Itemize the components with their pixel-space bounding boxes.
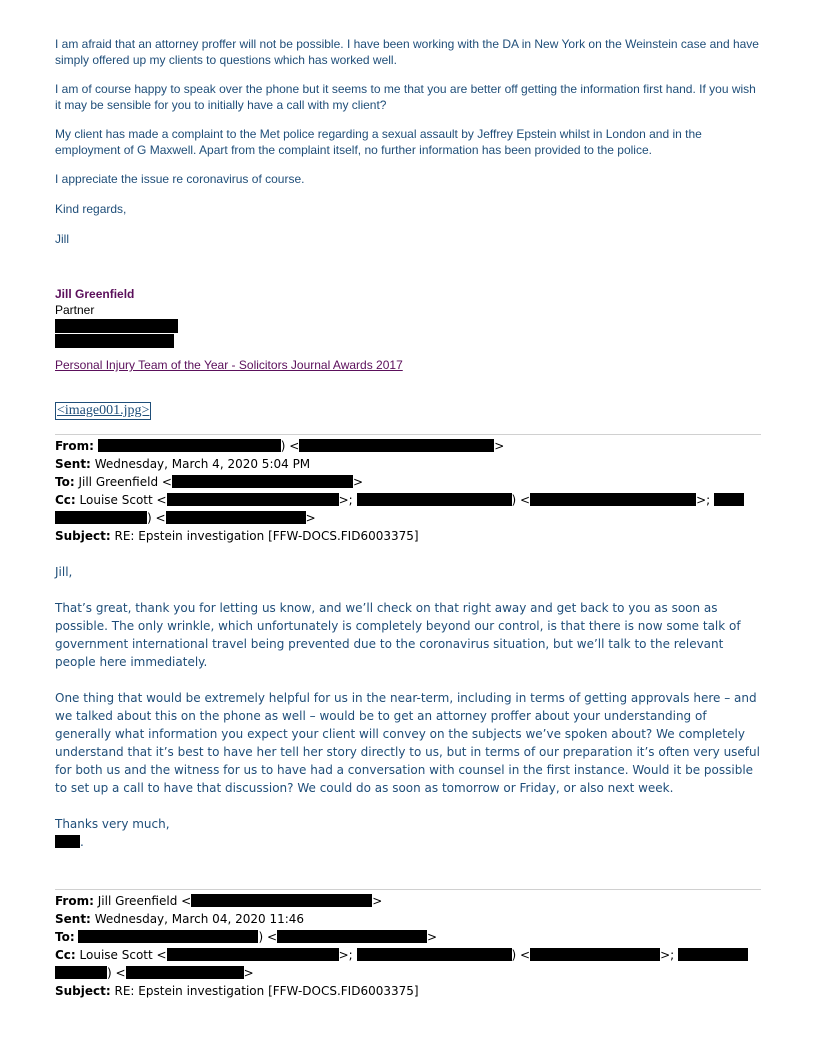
header2 bbox=[55, 892, 761, 1000]
redaction bbox=[172, 475, 353, 488]
redaction bbox=[714, 493, 744, 506]
award-link[interactable]: Personal Injury Team of the Year - Solicitors Journal Awards 2017 bbox=[55, 358, 403, 372]
signature-title: Partner bbox=[55, 303, 95, 317]
email1-signoff: Jill bbox=[55, 232, 69, 246]
redaction bbox=[167, 493, 339, 506]
signature-name: Jill Greenfield bbox=[55, 287, 135, 301]
email1-closing: Kind regards, bbox=[55, 202, 127, 216]
redaction bbox=[530, 948, 660, 961]
header1-divider bbox=[55, 434, 761, 435]
redaction bbox=[357, 493, 512, 506]
header2-from: From: Jill Greenfield < > bbox=[55, 894, 383, 908]
redaction bbox=[357, 948, 512, 961]
redaction bbox=[530, 493, 696, 506]
redaction bbox=[126, 966, 244, 979]
redaction bbox=[277, 930, 427, 943]
header1-subject: Subject: RE: Epstein investigation [FFW-DOCS.FID6003375] bbox=[55, 529, 419, 543]
redaction bbox=[167, 948, 339, 961]
redaction bbox=[166, 511, 306, 524]
redaction bbox=[299, 439, 494, 452]
email1-paragraph-2: I am of course happy to speak over the phone but it seems to me that you are better off getting the information first hand. If you wish it may be sensible for you to initially have a call with my client? bbox=[55, 82, 756, 112]
header1-cc: Cc: Louise Scott < >; ) < >; bbox=[55, 491, 761, 509]
header1-from: From: ) < > bbox=[55, 439, 505, 453]
redaction bbox=[55, 835, 80, 848]
header2-sent: Sent: Wednesday, March 04, 2020 11:46 bbox=[55, 912, 305, 926]
email2-signoff: . bbox=[55, 833, 761, 851]
header2-cc: Cc: Louise Scott < >; ) < >; bbox=[55, 946, 761, 964]
header2-subject: Subject: RE: Epstein investigation [FFW-DOCS.FID6003375] bbox=[55, 984, 419, 998]
header2-cc-cont: ) < > bbox=[55, 964, 761, 982]
signature-image-placeholder[interactable]: <image001.jpg> bbox=[57, 403, 150, 418]
redaction bbox=[55, 511, 147, 524]
header1-to: To: Jill Greenfield < > bbox=[55, 475, 363, 489]
redaction bbox=[191, 894, 372, 907]
redaction bbox=[678, 948, 748, 961]
email2-paragraph-2: One thing that would be extremely helpful for us in the near-term, including in terms of getting approvals here – and we talked about this on the phone as well – would be to get an attorney proffer about your understanding of generally what information you expect your client will convey on the subjects we’ve spoken about? We completely understand that it’s best to have her tell her story directly to us, but in terms of our preparation it’s often very useful for both us and the witness for us to have had a conversation with counsel in the first instance. Would it be possible to set up a call to have that discussion? We could do as soon as tomorrow or Friday, or also next week. bbox=[55, 691, 760, 795]
email2-closing: Thanks very much, bbox=[55, 817, 170, 831]
email1-paragraph-3: My client has made a complaint to the Met police regarding a sexual assault by Jeffrey Epstein whilst in London and in the employment of G Maxwell. Apart from the complaint itself, no further information has been provided to the police. bbox=[55, 127, 702, 157]
redaction bbox=[78, 930, 258, 943]
email1-paragraph-4: I appreciate the issue re coronavirus of course. bbox=[55, 172, 305, 186]
redaction bbox=[55, 966, 107, 979]
header2-divider bbox=[55, 889, 761, 890]
header1-cc-cont: ) < > bbox=[55, 509, 761, 527]
header1-sent: Sent: Wednesday, March 4, 2020 5:04 PM bbox=[55, 457, 311, 471]
header2-to: To: ) < > bbox=[55, 930, 438, 944]
signature-redaction-2 bbox=[55, 333, 761, 351]
header1 bbox=[55, 437, 761, 545]
email1-paragraph-1: I am afraid that an attorney proffer will not be possible. I have been working with the DA in New York on the Weinstein case and have simply offered up my clients to questions which has worked well. bbox=[55, 37, 759, 67]
email2-greeting: Jill, bbox=[55, 565, 73, 579]
email2-paragraph-1: That’s great, thank you for letting us know, and we’ll check on that right away and get back to you as soon as possible. The only wrinkle, which unfortunately is completely beyond our control, is that there is now some talk of government international travel being prevented due to the coronavirus situation, but we’ll talk to the relevant people here immediately. bbox=[55, 601, 741, 669]
redaction bbox=[98, 439, 281, 452]
